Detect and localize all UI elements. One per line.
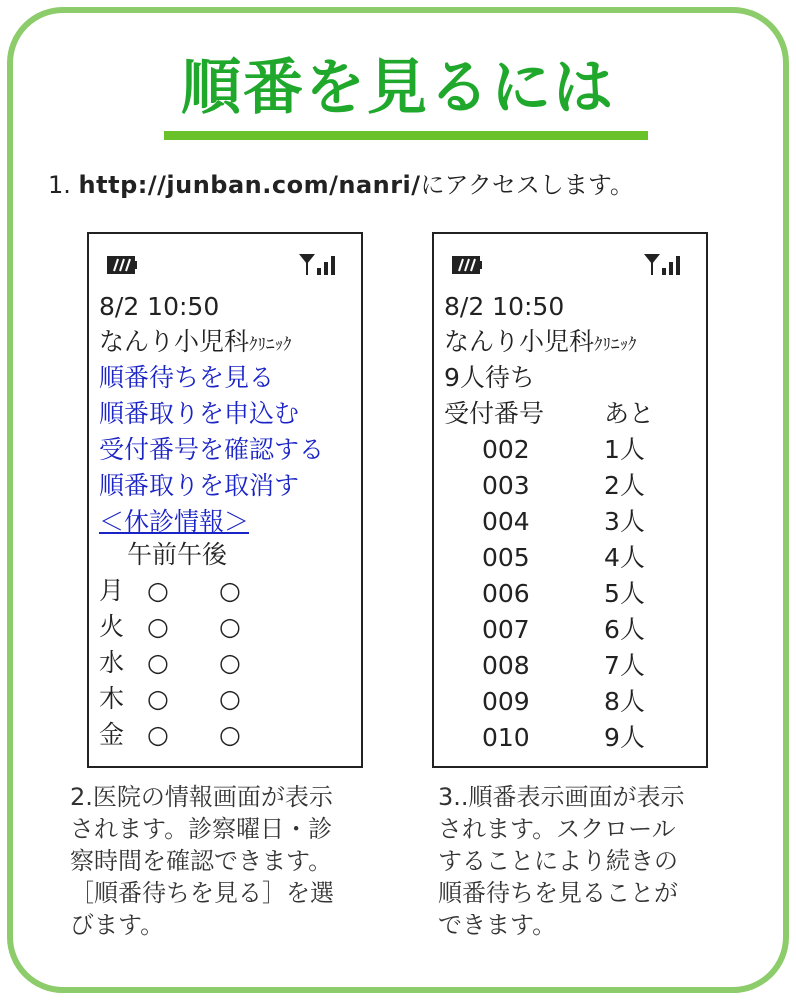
queue-remaining: 7人 — [604, 651, 645, 680]
clinic-name-kana: ｸﾘﾆｯｸ — [249, 335, 292, 355]
caption-line: 順番待ちを見ることが — [438, 879, 678, 907]
queue-number: 008 — [482, 651, 530, 680]
schedule-day: 水 — [99, 648, 125, 677]
signal-icon — [297, 252, 337, 276]
menu-view-queue-link[interactable]: 順番待ちを見る — [99, 363, 275, 392]
schedule-day: 月 — [99, 576, 125, 605]
datetime-text: 8/2 10:50 — [99, 292, 220, 321]
page-title: 順番を見るには — [181, 53, 615, 123]
caption-line: されます。診察曜日・診 — [70, 815, 333, 843]
queue-number: 007 — [482, 615, 530, 644]
step2-caption — [70, 781, 334, 941]
schedule-header: 午前午後 — [127, 540, 228, 569]
caption-line: されます。スクロール — [438, 815, 676, 843]
menu-cancel-queue-link[interactable]: 順番取りを取消す — [99, 471, 300, 500]
queue-number: 010 — [482, 723, 530, 752]
schedule-day: 火 — [99, 612, 125, 641]
caption-line: ［順番待ちを見る］を選 — [70, 879, 334, 907]
signal-icon — [642, 252, 682, 276]
caption-line: 2.医院の情報画面が表示 — [70, 783, 333, 811]
queue-number: 009 — [482, 687, 530, 716]
clinic-name — [444, 324, 637, 363]
schedule-day: 金 — [99, 720, 125, 749]
queue-remaining: 1人 — [604, 435, 645, 464]
phone-screen-queue — [432, 232, 708, 768]
queue-number: 002 — [482, 435, 530, 464]
queue-remaining: 9人 — [604, 723, 645, 752]
schedule-day: 木 — [99, 684, 125, 713]
step1-suffix: にアクセスします。 — [420, 171, 634, 199]
schedule-pm: ○ — [219, 612, 241, 641]
queue-remaining: 4人 — [604, 543, 645, 572]
queue-remaining: 6人 — [604, 615, 645, 644]
caption-line: 3..順番表示画面が表示 — [438, 783, 685, 811]
schedule-am: ○ — [147, 684, 169, 713]
queue-remaining: 2人 — [604, 471, 645, 500]
clinic-name-main: なんり小児科 — [99, 327, 250, 356]
caption-line: することにより続きの — [438, 847, 678, 875]
queue-number: 006 — [482, 579, 530, 608]
queue-remaining: 3人 — [604, 507, 645, 536]
menu-apply-queue-link[interactable]: 順番取りを申込む — [99, 399, 300, 428]
schedule-am: ○ — [147, 648, 169, 677]
caption-line: できます。 — [438, 911, 557, 939]
caption-line: びます。 — [70, 911, 165, 939]
waiting-count: 9人待ち — [444, 363, 535, 392]
holiday-info-link[interactable]: ＜休診情報＞ — [99, 507, 250, 536]
queue-remaining: 5人 — [604, 579, 645, 608]
queue-number: 004 — [482, 507, 530, 536]
step1-url[interactable]: http://junban.com/nanri/ — [78, 171, 421, 199]
schedule-pm: ○ — [219, 648, 241, 677]
schedule-pm: ○ — [219, 684, 241, 713]
battery-icon — [452, 254, 482, 276]
column-header-remaining: あと — [604, 399, 655, 428]
queue-remaining: 8人 — [604, 687, 645, 716]
phone-screen-clinic-info — [87, 232, 363, 768]
queue-number: 003 — [482, 471, 530, 500]
schedule-am: ○ — [147, 720, 169, 749]
datetime-text: 8/2 10:50 — [444, 292, 565, 321]
schedule-pm: ○ — [219, 576, 241, 605]
step3-caption — [438, 781, 685, 941]
caption-line: 察時間を確認できます。 — [70, 847, 333, 875]
title-underline — [164, 131, 648, 140]
clinic-name — [99, 324, 292, 363]
step1-number: 1. — [48, 171, 71, 199]
clinic-name-kana: ｸﾘﾆｯｸ — [594, 335, 637, 355]
battery-icon — [107, 254, 137, 276]
schedule-pm: ○ — [219, 720, 241, 749]
menu-confirm-number-link[interactable]: 受付番号を確認する — [99, 435, 325, 464]
clinic-name-main: なんり小児科 — [444, 327, 595, 356]
step1-instruction — [48, 165, 634, 205]
queue-number: 005 — [482, 543, 530, 572]
schedule-am: ○ — [147, 576, 169, 605]
column-header-number: 受付番号 — [444, 399, 545, 428]
schedule-am: ○ — [147, 612, 169, 641]
